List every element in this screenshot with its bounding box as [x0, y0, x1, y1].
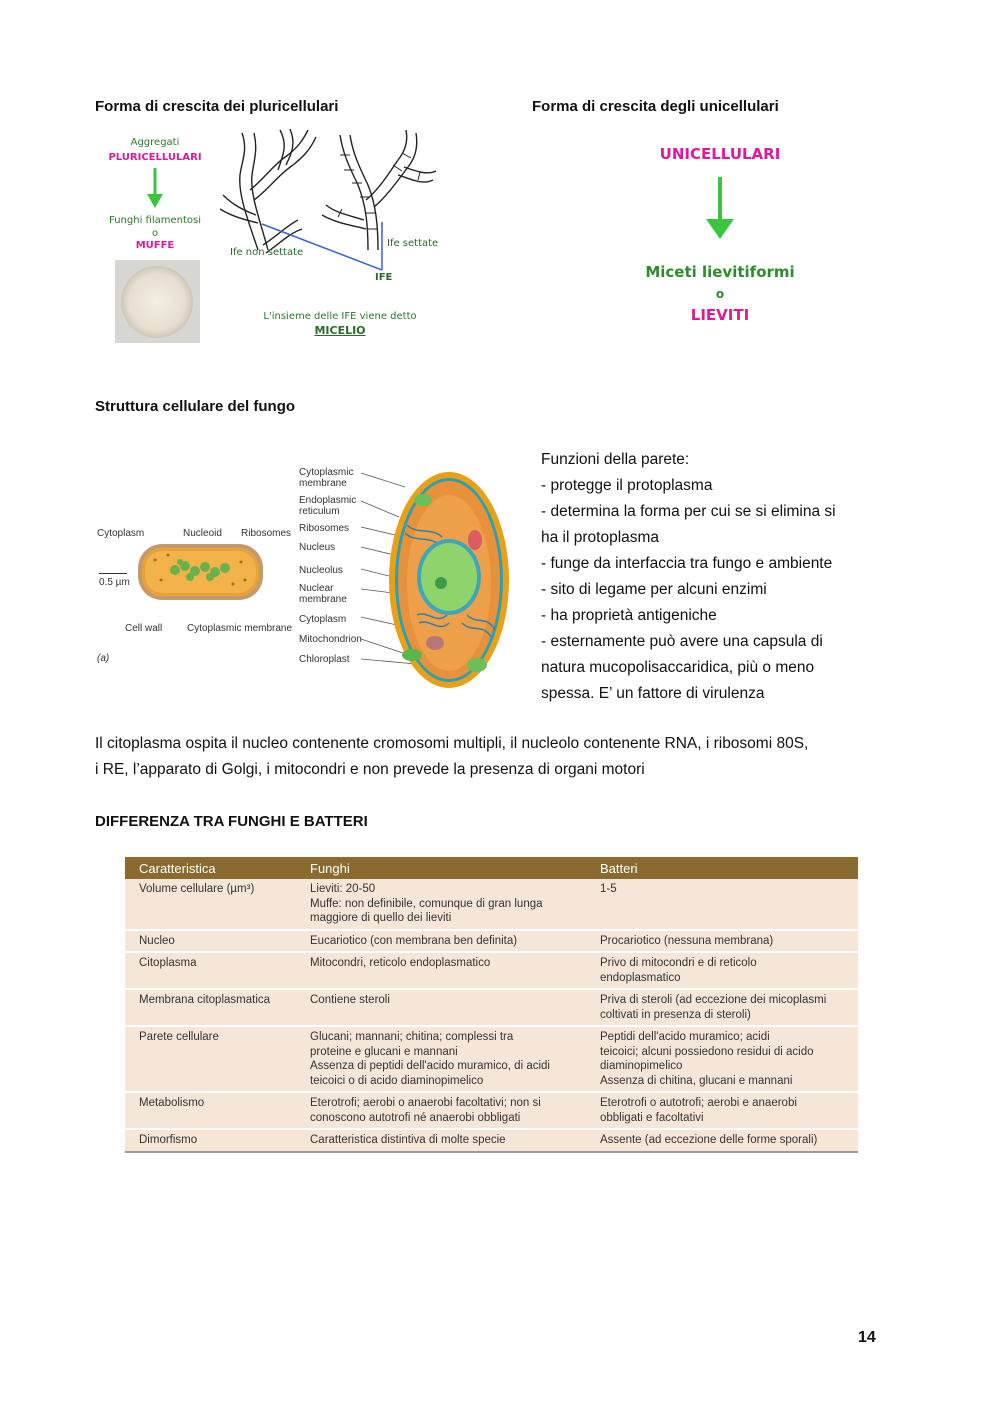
table-header-row	[125, 857, 858, 879]
table-cell: Eucariotico (con membrana ben definita)	[296, 930, 586, 953]
panel-label: (a)	[97, 653, 110, 664]
eukaryotic-cell	[357, 465, 515, 695]
table-cell: Citoplasma	[125, 952, 296, 989]
table-cell: Assente (ad eccezione delle forme sporali)	[586, 1129, 858, 1152]
funghi-label: Funghi filamentosi	[109, 215, 201, 226]
wall-function-line: - esternamente può avere una capsula di	[541, 633, 823, 650]
table-cell: Eterotrofi o autotrofi; aerobi e anaerobi obbligati e facoltativi	[586, 1092, 858, 1129]
table-row	[125, 879, 858, 930]
table-row	[125, 930, 858, 953]
table-cell: Mitocondri, reticolo endoplasmatico	[296, 952, 586, 989]
table-cell: Procariotico (nessuna membrana)	[586, 930, 858, 953]
euk-label-nucleus: Nucleus	[299, 542, 336, 553]
table-row	[125, 952, 858, 989]
cytoplasm-label: Cytoplasm	[97, 528, 145, 539]
insieme-label: L'insieme delle IFE viene detto	[263, 311, 417, 322]
table-cell: Dimorfismo	[125, 1129, 296, 1152]
wall-function-line: - determina la forma per cui se si elimina si	[541, 503, 836, 520]
wall-function-line: Funzioni della parete:	[541, 451, 690, 468]
table-row	[125, 1026, 858, 1092]
lieviti-label: LIEVITI	[690, 306, 750, 324]
paragraph-line: Il citoplasma ospita il nucleo contenente cromosomi multipli, il nucleolo contenente RNA, i ribosomi 80S,	[95, 735, 809, 752]
table-cell: Peptidi dell'acido muramico; acidi teicoici; alcuni possiedono residui di acido diaminopimelico Assenza di chitina, glucani e mannani	[586, 1026, 858, 1092]
table-cell: Eterotrofi; aerobi o anaerobi facoltativi; non si conoscono autotrofi né anaerobi obbligati	[296, 1092, 586, 1129]
euk-label-nucleolus: Nucleolus	[299, 565, 343, 576]
structure-title: Struttura cellulare del fungo	[95, 398, 296, 415]
table-cell: Parete cellulare	[125, 1026, 296, 1092]
scale-bar	[99, 573, 127, 574]
ife-settate-label: Ife settate	[387, 238, 439, 249]
wall-function-line: - protegge il protoplasma	[541, 477, 713, 494]
table-row	[125, 989, 858, 1026]
wall-function-line: ha il protoplasma	[541, 529, 660, 546]
difference-title: DIFFERENZA TRA FUNGHI E BATTERI	[95, 813, 368, 830]
aggregati-label: Aggregati	[130, 137, 180, 148]
page-number: 14	[858, 1329, 876, 1346]
unicellular-title: Forma di crescita degli unicellulari	[532, 98, 779, 115]
table-cell: Contiene steroli	[296, 989, 586, 1026]
cytoplasmic-membrane-label: Cytoplasmic membrane	[187, 623, 293, 634]
cell-wall-label: Cell wall	[125, 623, 163, 634]
wall-function-line: spessa. E’ un fattore di virulenza	[541, 685, 765, 702]
nucleoid-label: Nucleoid	[183, 528, 222, 539]
prokaryotic-cell	[133, 540, 268, 608]
table-cell: Membrana citoplasmatica	[125, 989, 296, 1026]
table-cell: Volume cellulare (µm³)	[125, 879, 296, 930]
table-cell: 1-5	[586, 879, 858, 930]
wall-function-line: natura mucopolisaccaridica, più o meno	[541, 659, 815, 676]
cytoplasm-paragraph	[95, 731, 895, 783]
table-cell: Nucleo	[125, 930, 296, 953]
table-cell: Lieviti: 20-50 Muffe: non definibile, comunque di gran lunga maggiore di quello dei lieviti	[296, 879, 586, 930]
euk-label-nuclear-membrane: Nuclear membrane	[299, 583, 347, 605]
fungi-bacteria-table	[125, 857, 858, 1153]
wall-function-line: - sito di legame per alcuni enzimi	[541, 581, 767, 598]
table-row	[125, 1092, 858, 1129]
euk-label-mitochondrion: Mitochondrion	[299, 634, 362, 645]
ife-connector-lines	[260, 220, 400, 280]
euk-label-ribosomes: Ribosomes	[299, 523, 350, 534]
ribosomes-label: Ribosomes	[241, 528, 292, 539]
petri-dish-photo	[115, 260, 200, 343]
muffe-label: MUFFE	[135, 240, 175, 251]
euk-label-cytoplasmic-membrane: Cytoplasmic membrane	[299, 467, 354, 489]
miceti-label: Miceti lievitiformi	[645, 263, 795, 281]
wall-functions-text	[541, 447, 901, 707]
cell-structure-figure	[95, 455, 515, 695]
unicellular-figure	[630, 140, 810, 330]
ife-non-settate-label: Ife non settate	[230, 247, 304, 258]
table-header-cell: Caratteristica	[125, 857, 296, 879]
unicellulari-label: UNICELLULARI	[659, 145, 781, 163]
euk-label-chloroplast: Chloroplast	[299, 654, 350, 665]
table-header-cell: Funghi	[296, 857, 586, 879]
micelio-label: MICELIO	[314, 324, 366, 337]
table-cell: Priva di steroli (ad eccezione dei micoplasmi coltivati in presenza di steroli)	[586, 989, 858, 1026]
arrow-down-icon	[702, 177, 738, 243]
euk-label-endoplasmic-reticulum: Endoplasmic reticulum	[299, 495, 357, 517]
wall-function-line: - funge da interfaccia tra fungo e ambiente	[541, 555, 833, 572]
pluricellular-figure	[100, 125, 460, 350]
table-cell: Metabolismo	[125, 1092, 296, 1129]
table-header-cell: Batteri	[586, 857, 858, 879]
table-cell: Caratteristica distintiva di molte specie	[296, 1129, 586, 1152]
arrow-down-icon	[145, 168, 165, 210]
ife-label: IFE	[375, 272, 393, 283]
table-row	[125, 1129, 858, 1152]
euk-label-cytoplasm: Cytoplasm	[299, 614, 347, 625]
paragraph-line: i RE, l’apparato di Golgi, i mitocondri e non prevede la presenza di organi motori	[95, 761, 645, 778]
pluricellulari-label: PLURICELLULARI	[108, 152, 202, 163]
o-label: o	[715, 287, 725, 301]
table-cell: Privo di mitocondri e di reticolo endoplasmatico	[586, 952, 858, 989]
scale-label: 0.5 µm	[99, 577, 130, 588]
o-label: o	[151, 228, 159, 239]
table-cell: Glucani; mannani; chitina; complessi tra proteine e glucani e mannani Assenza di peptidi dell'acido muramico, di acidi teicoici o di acido diaminopimelico	[296, 1026, 586, 1092]
pluricellular-title: Forma di crescita dei pluricellulari	[95, 98, 339, 115]
wall-function-line: - ha proprietà antigeniche	[541, 607, 717, 624]
